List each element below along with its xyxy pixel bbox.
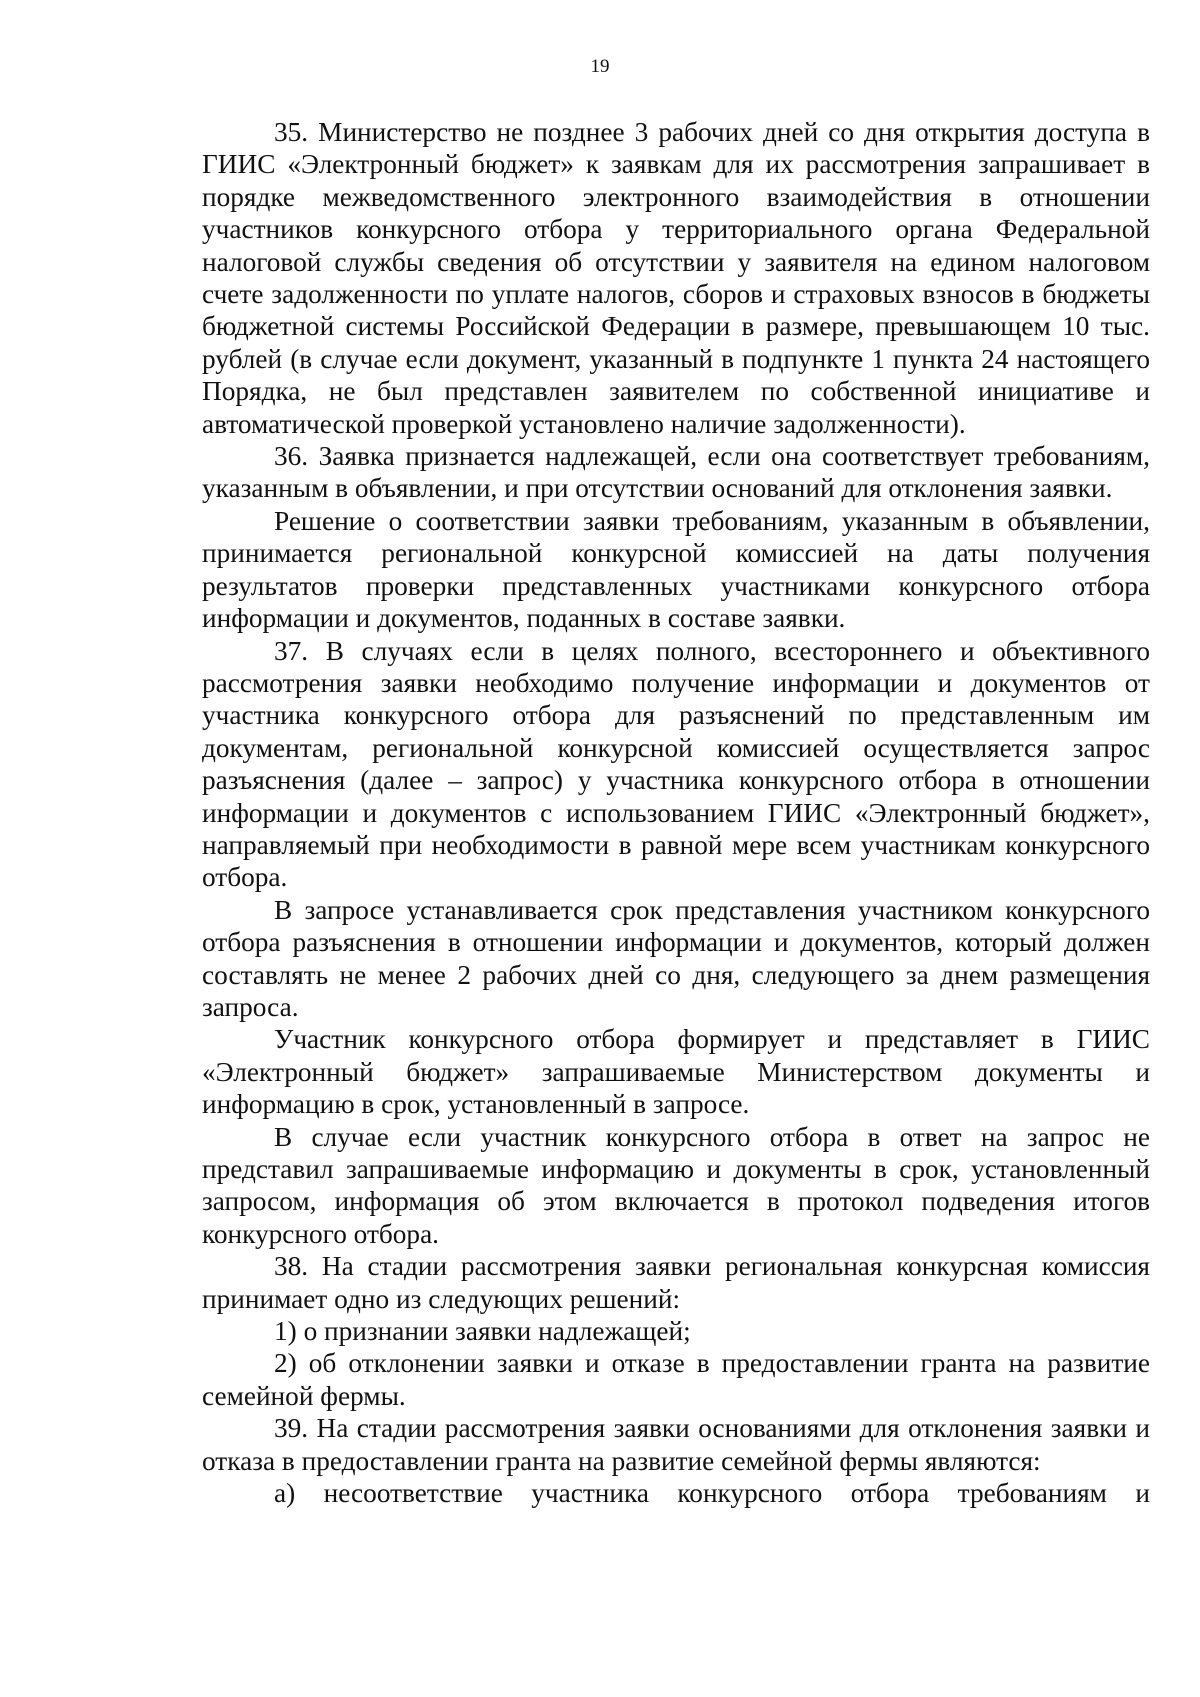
paragraph-35: 35. Министерство не позднее 3 рабочих дней со дня открытия доступа в ГИИС «Электронный бюджет» к заявкам для их рассмотрения запрашивает в порядке межведомственного электронного взаимодействия в отношении участников конкурсного отбора у территориального органа Федеральной налоговой службы сведения об отсутствии у заявителя на едином налоговом счете задолженности по уплате налогов, сборов и страховых взносов в бюджеты бюджетной системы Российской Федерации в размере, превышающем 10 тыс. рублей (в случае если документ, указанный в подпункте 1 пункта 24 настоящего Порядка, не был представлен заявителем по собственной инициативе и автоматической проверкой установлено наличие задолженности).	[202, 117, 1150, 439]
paragraph-38-item-1: 1) о признании заявки надлежащей;	[274, 1316, 691, 1347]
paragraph-38-item-2: 2) об отклонении заявки и отказе в предоставлении гранта на развитие семейной фермы.	[202, 1348, 1150, 1411]
paragraph-37: 37. В случаях если в целях полного, всестороннего и объективного рассмотрения заявки необходимо получение информации и документов от участника конкурсного отбора для разъяснений по представленным им документам, региональной конкурсной комиссией осуществляется запрос разъяснения (далее – запрос) у участника конкурсного отбора в отношении информации и документов с использованием ГИИС «Электронный бюджет», направляемый при необходимости в равной мере всем участникам конкурсного отбора.	[202, 635, 1150, 893]
paragraph-37-participant-submission: Участник конкурсного отбора формирует и представляет в ГИИС «Электронный бюджет» запрашиваемые Министерством документы и информацию в срок, установленный в запросе.	[202, 1024, 1150, 1120]
paragraph-39-item-a: а) несоответствие участника конкурсного отбора требованиям и	[274, 1478, 1150, 1509]
paragraph-37-request-deadline: В запросе устанавливается срок представления участником конкурсного отбора разъяснения в отношении информации и документов, который должен составлять не менее 2 рабочих дней со дня, следующего за днем размещения запроса.	[202, 894, 1150, 1022]
paragraph-36: 36. Заявка признается надлежащей, если она соответствует требованиям, указанным в объявлении, и при отсутствии оснований для отклонения заявки.	[202, 441, 1150, 504]
document-body	[202, 116, 1150, 1509]
page-number: 19	[590, 56, 610, 77]
paragraph-36-decision: Решение о соответствии заявки требованиям, указанным в объявлении, принимается региональной конкурсной комиссией на даты получения результатов проверки представленных участниками конкурсного отбора информации и документов, поданных в составе заявки.	[202, 505, 1150, 634]
paragraph-39: 39. На стадии рассмотрения заявки основаниями для отклонения заявки и отказа в предоставлении гранта на развитие семейной фермы являются:	[202, 1413, 1150, 1476]
paragraph-37-no-response: В случае если участник конкурсного отбора в ответ на запрос не представил запрашиваемые информацию и документы в срок, установленный запросом, информация об этом включается в протокол подведения итогов конкурсного отбора.	[202, 1121, 1150, 1249]
paragraph-38: 38. На стадии рассмотрения заявки региональная конкурсная комиссия принимает одно из следующих решений:	[202, 1251, 1150, 1314]
